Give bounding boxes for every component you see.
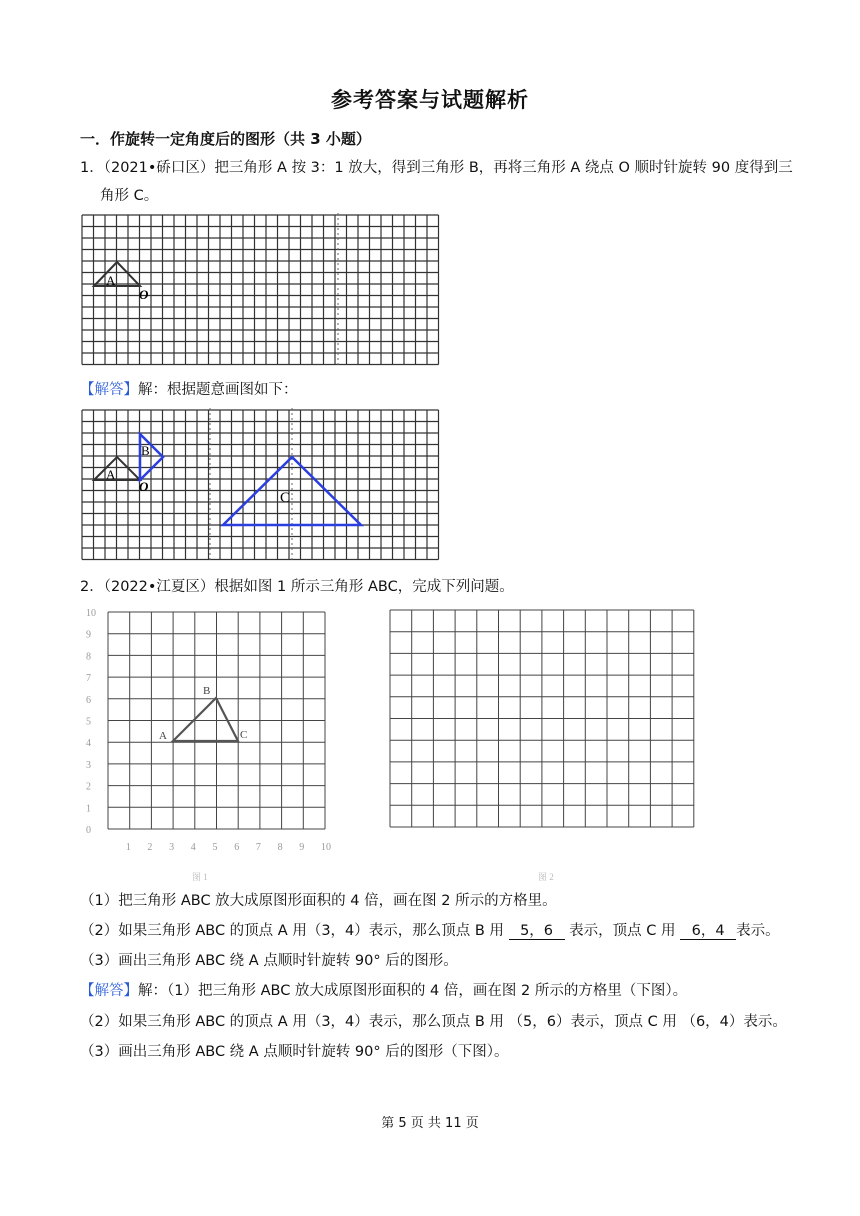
- triangle-abc: [173, 698, 238, 741]
- y-tick-label: 0: [86, 825, 91, 836]
- y-tick-label: 3: [86, 759, 91, 771]
- y-tick-label: 9: [86, 629, 91, 641]
- q1-question-grid: [80, 213, 442, 368]
- x-tick-label: 1: [125, 842, 131, 853]
- label-a: A: [106, 467, 116, 482]
- q2-answer-3: （3）画出三角形 ABC 绕 A 点顺时针旋转 90° 后的图形（下图）。: [80, 1044, 509, 1060]
- q1-answer: [80, 380, 298, 400]
- q1-stem-line2: 角形 C。: [100, 188, 159, 204]
- answer-blank-c: 6，4: [680, 923, 736, 940]
- section-title: 一．作旋转一定角度后的图形（共 3 小题）: [80, 130, 371, 148]
- page-footer: 第 5 页 共 11 页: [381, 1116, 479, 1131]
- answer-text-1: 解：（1）把三角形 ABC 放大成原图形面积的 4 倍，画在图 2 所示的方格里（下图）。: [138, 983, 688, 999]
- figure-1: [80, 600, 350, 885]
- q2-sub1: （1）把三角形 ABC 放大成原图形面积的 4 倍，画在图 2 所示的方格里。: [80, 893, 557, 909]
- vertex-b: B: [203, 685, 211, 697]
- figure-1-caption: 图 1: [192, 872, 208, 882]
- y-tick-label: 4: [86, 738, 91, 750]
- q2-sub2: [80, 921, 780, 941]
- label-a: A: [106, 273, 116, 288]
- figure-2-caption: 图 2: [538, 872, 554, 882]
- y-tick-label: 10: [86, 608, 96, 619]
- x-tick-label: 5: [212, 842, 218, 853]
- q2-sub3: （3）画出三角形 ABC 绕 A 点顺时针旋转 90° 后的图形。: [80, 953, 458, 969]
- label-o: O: [139, 287, 149, 302]
- y-tick-label: 7: [86, 673, 91, 685]
- q1-answer-grid: [80, 408, 442, 563]
- label-o: O: [139, 479, 149, 494]
- label-b: B: [141, 443, 150, 458]
- sub2-part3: 表示。: [736, 923, 780, 939]
- q1-stem-line1: 1．（2021•硚口区）把三角形 A 按 3：1 放大，得到三角形 B，再将三角形 A 绕点 O 顺时针旋转 90 度得到三: [80, 160, 793, 176]
- vertex-c: C: [240, 729, 248, 741]
- page-title: 参考答案与试题解析: [331, 88, 529, 112]
- x-tick-label: 3: [169, 842, 175, 853]
- answer-tag: 【解答】: [80, 382, 138, 398]
- x-tick-label: 10: [321, 842, 331, 853]
- y-tick-label: 1: [86, 803, 91, 815]
- x-tick-label: 4: [190, 842, 196, 853]
- x-tick-label: 6: [234, 842, 240, 853]
- answer-tag: 【解答】: [80, 983, 138, 999]
- figure-2: [388, 608, 698, 888]
- y-tick-label: 6: [86, 694, 91, 706]
- sub2-part1: （2）如果三角形 ABC 的顶点 A 用（3，4）表示，那么顶点 B 用: [80, 923, 504, 939]
- x-tick-label: 8: [277, 842, 283, 853]
- q2-stem: 2．（2022•江夏区）根据如图 1 所示三角形 ABC，完成下列问题。: [80, 579, 514, 595]
- x-tick-label: 7: [255, 842, 261, 853]
- y-tick-label: 5: [86, 716, 91, 728]
- y-tick-label: 2: [86, 781, 91, 793]
- q2-answer-2: （2）如果三角形 ABC 的顶点 A 用（3，4）表示，那么顶点 B 用 （5，6）表示，顶点 C 用 （6，4）表示。: [80, 1014, 787, 1030]
- x-tick-label: 9: [299, 842, 305, 853]
- q2-answer-1: [80, 981, 687, 1001]
- label-c: C: [280, 490, 291, 506]
- answer-text: 解：根据题意画图如下：: [138, 382, 298, 398]
- x-tick-label: 2: [147, 842, 153, 853]
- y-tick-label: 8: [86, 651, 91, 663]
- answer-blank-b: 5，6: [509, 923, 565, 940]
- sub2-part2: 表示，顶点 C 用: [569, 923, 676, 939]
- vertex-a: A: [159, 730, 167, 742]
